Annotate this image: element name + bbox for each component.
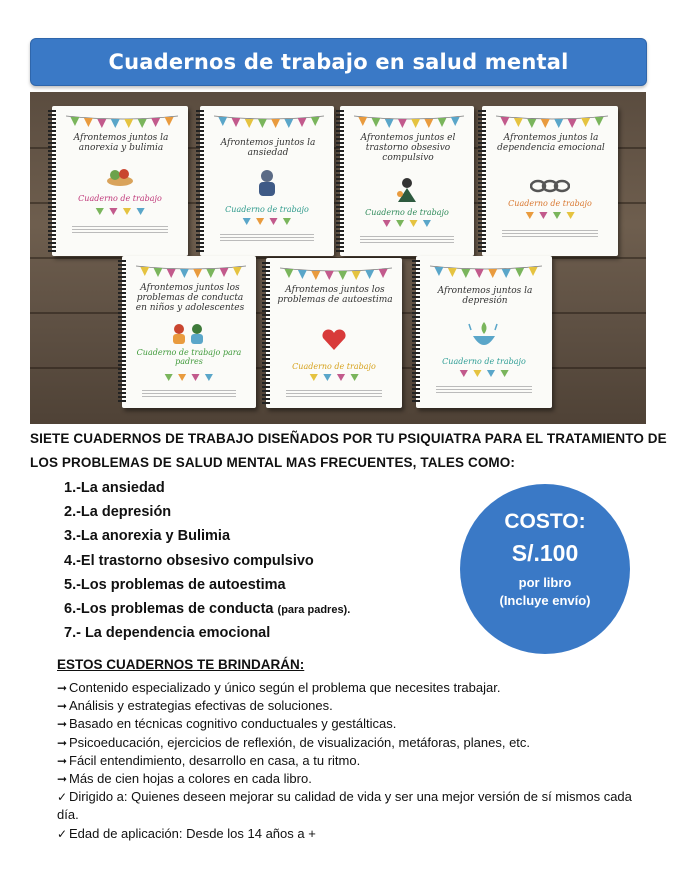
topics-list (64, 476, 350, 645)
intro-text: SIETE CUADERNOS DE TRABAJO DISEÑADOS POR TU PSIQUIATRA PARA EL TRATAMIENTO DE LOS PROBLEMAS DE SALUD MENTAL MAS FRECUENTES, TALES COMO: (30, 431, 667, 470)
list-item: 1.-La ansiedad (64, 480, 165, 496)
title-banner (30, 38, 647, 86)
cost-badge (460, 484, 630, 654)
list-item: ✓ Dirigido a: Quienes deseen mejorar su calidad de vida y ser una mejor versión de sí mismos cada día. (57, 789, 632, 823)
list-item: ➞ Psicoeducación, ejercicios de reflexión, de visualización, metáforas, planes, etc. (57, 734, 637, 752)
notebook-depresion (416, 256, 552, 408)
notebook-anorexia (52, 106, 188, 256)
benefits-list (57, 679, 637, 843)
notebook-autoestima (266, 258, 402, 408)
list-item: 5.-Los problemas de autoestima (64, 576, 286, 593)
notebook-title: Afrontemos juntos los problemas de autoestima (277, 285, 393, 305)
notebook-subtitle: Cuaderno de trabajo (225, 205, 309, 214)
list-item: ➞ Basado en técnicas cognitivo conductuales y gestálticas. (57, 715, 637, 733)
notebook-dependencia (482, 106, 618, 256)
notebook-conducta (122, 256, 256, 408)
page-title: Cuadernos de trabajo en salud mental (108, 50, 569, 74)
notebook-title: Afrontemos juntos el trastorno obsesivo compulsivo (360, 133, 456, 163)
arrow-icon: ➞ (57, 753, 68, 768)
list-item: 6.-Los problemas de conducta (para padres). (64, 600, 351, 617)
notebook-subtitle: Cuaderno de trabajo (508, 199, 592, 208)
cost-unit: por libro (518, 575, 572, 590)
benefits-heading: ESTOS CUADERNOS TE BRINDARÁN: (57, 657, 305, 672)
notebook-subtitle: Cuaderno de trabajo (442, 357, 526, 366)
notebook-title: Afrontemos juntos la dependencia emocional (497, 133, 605, 153)
list-item: ➞ Más de cien hojas a colores en cada libro. (57, 770, 637, 788)
cost-label: COSTO: (504, 510, 586, 533)
notebook-subtitle: Cuaderno de trabajo (292, 362, 376, 371)
list-item: ➞ Fácil entendimiento, desarrollo en casa, a tu ritmo. (57, 752, 637, 770)
notebook-subtitle: Cuaderno de trabajo (78, 194, 162, 203)
arrow-icon: ➞ (57, 772, 68, 787)
checkmark-icon: ✓ (57, 826, 68, 841)
notebook-title: Afrontemos juntos la depresión (437, 286, 533, 306)
cost-shipping: (Incluye envío) (499, 593, 591, 608)
arrow-icon: ➞ (57, 735, 68, 750)
notebook-subtitle: Cuaderno de trabajo para padres (136, 348, 242, 366)
list-item: ➞ Análisis y estrategias efectivas de soluciones. (57, 697, 637, 715)
list-item: ✓ Edad de aplicación: Desde los 14 años a + (57, 825, 637, 843)
notebooks-photo (30, 92, 646, 424)
arrow-icon: ➞ (57, 681, 68, 695)
notebook-toc (340, 106, 474, 256)
list-item: ➞ Contenido especializado y único según el problema que necesites trabajar. (57, 679, 637, 697)
list-item: 2.-La depresión (64, 504, 172, 521)
notebook-title: Afrontemos juntos la ansiedad (220, 138, 316, 158)
notebook-title: Afrontemos juntos la anorexia y bulimia (73, 133, 169, 153)
arrow-icon: ➞ (57, 699, 68, 714)
arrow-icon: ➞ (57, 717, 68, 732)
notebook-ansiedad (200, 106, 334, 256)
list-item-note: (para padres). (277, 603, 351, 616)
checkmark-icon: ✓ (57, 790, 68, 805)
notebook-title: Afrontemos juntos los problemas de conducta en niños y adolescentes (135, 283, 245, 313)
list-item: 4.-El trastorno obsesivo compulsivo (64, 552, 314, 569)
cost-price: S/.100 (511, 540, 579, 566)
notebook-subtitle: Cuaderno de trabajo (365, 208, 449, 217)
list-item: 7.- La dependencia emocional (64, 625, 271, 642)
list-item: 3.-La anorexia y Bulimia (64, 528, 231, 545)
